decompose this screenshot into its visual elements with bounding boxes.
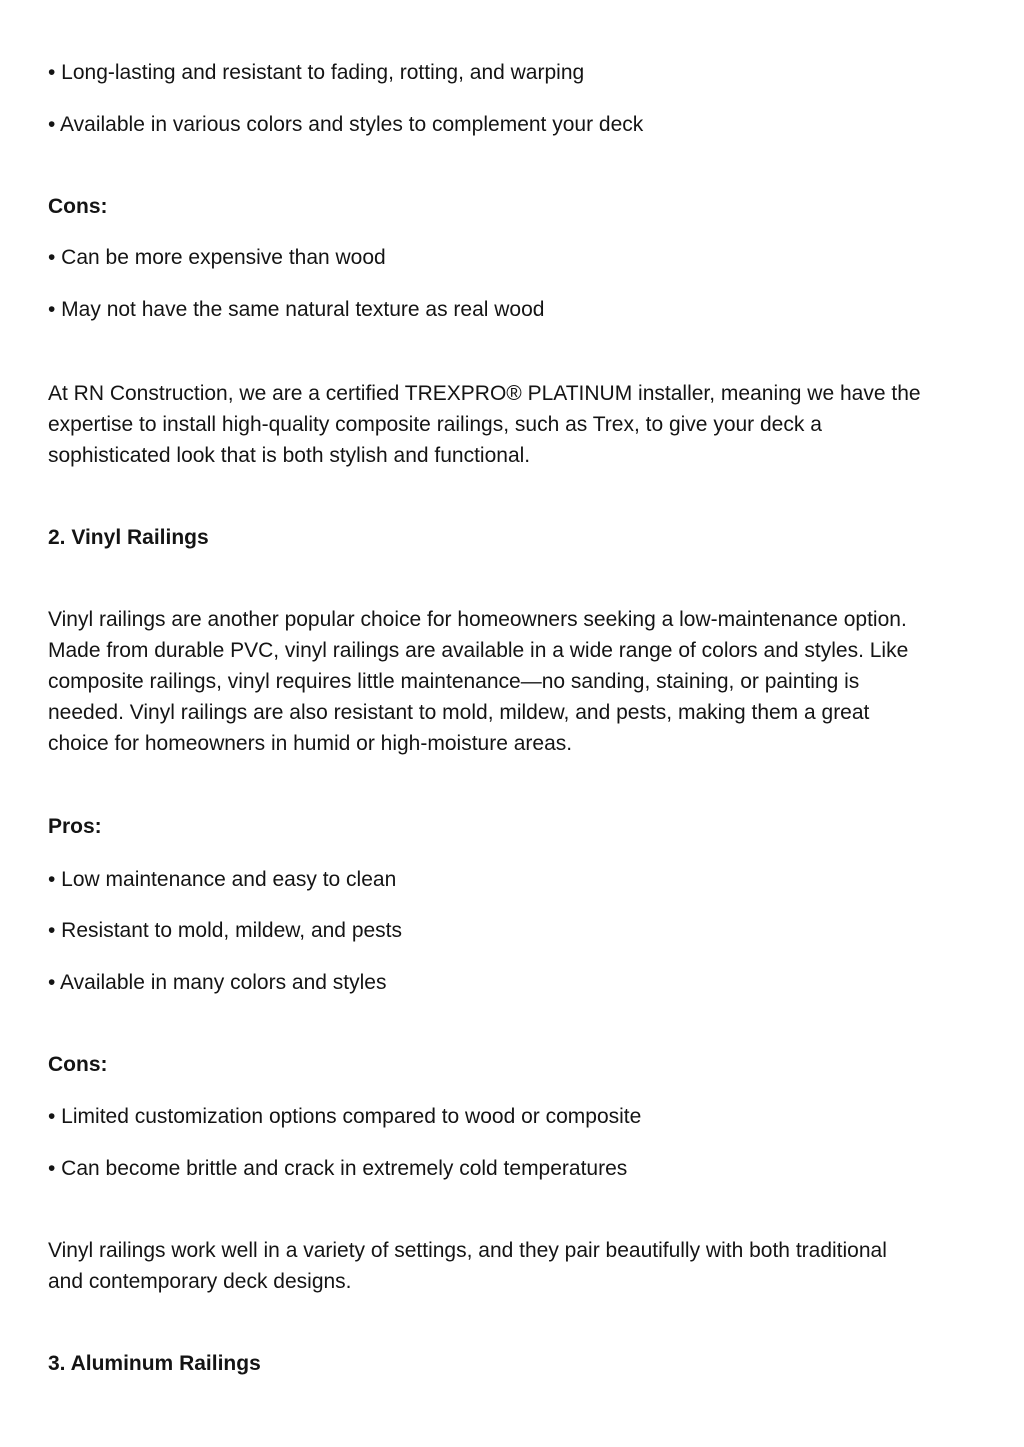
pros-heading: Pros: bbox=[48, 815, 102, 838]
bullet-item: • May not have the same natural texture as real wood bbox=[48, 298, 545, 321]
bullet-item: • Resistant to mold, mildew, and pests bbox=[48, 919, 403, 942]
paragraph-line: Vinyl railings work well in a variety of settings, and they pair beautifully with both traditional bbox=[48, 1239, 887, 1262]
cons-heading: Cons: bbox=[48, 1053, 108, 1076]
paragraph-line: and contemporary deck designs. bbox=[48, 1270, 352, 1293]
section-heading-vinyl: 2. Vinyl Railings bbox=[48, 526, 209, 549]
paragraph-line: needed. Vinyl railings are also resistant to mold, mildew, and pests, making them a great bbox=[48, 701, 870, 724]
composite-closing-paragraph bbox=[48, 378, 978, 471]
bullet-item: • Available in various colors and styles to complement your deck bbox=[48, 113, 644, 136]
cons-heading: Cons: bbox=[48, 195, 108, 218]
bullet-item: • Can become brittle and crack in extremely cold temperatures bbox=[48, 1157, 628, 1180]
bullet-item: • Limited customization options compared to wood or composite bbox=[48, 1105, 642, 1128]
paragraph-line: Made from durable PVC, vinyl railings are available in a wide range of colors and styles. Like bbox=[48, 639, 909, 662]
paragraph-line: sophisticated look that is both stylish and functional. bbox=[48, 444, 531, 467]
paragraph-line: choice for homeowners in humid or high-moisture areas. bbox=[48, 732, 573, 755]
section-heading-aluminum: 3. Aluminum Railings bbox=[48, 1352, 261, 1375]
paragraph-line: expertise to install high-quality composite railings, such as Trex, to give your deck a bbox=[48, 413, 822, 436]
vinyl-closing-paragraph bbox=[48, 1235, 978, 1297]
vinyl-intro-paragraph bbox=[48, 604, 978, 759]
bullet-item: • Can be more expensive than wood bbox=[48, 246, 386, 269]
paragraph-line: At RN Construction, we are a certified TREXPRO® PLATINUM installer, meaning we have the bbox=[48, 382, 921, 405]
bullet-item: • Long-lasting and resistant to fading, rotting, and warping bbox=[48, 61, 585, 84]
paragraph-line: composite railings, vinyl requires little maintenance—no sanding, staining, or painting is bbox=[48, 670, 860, 693]
bullet-item: • Available in many colors and styles bbox=[48, 971, 387, 994]
bullet-item: • Low maintenance and easy to clean bbox=[48, 868, 397, 891]
paragraph-line: Vinyl railings are another popular choice for homeowners seeking a low-maintenance option. bbox=[48, 608, 907, 631]
